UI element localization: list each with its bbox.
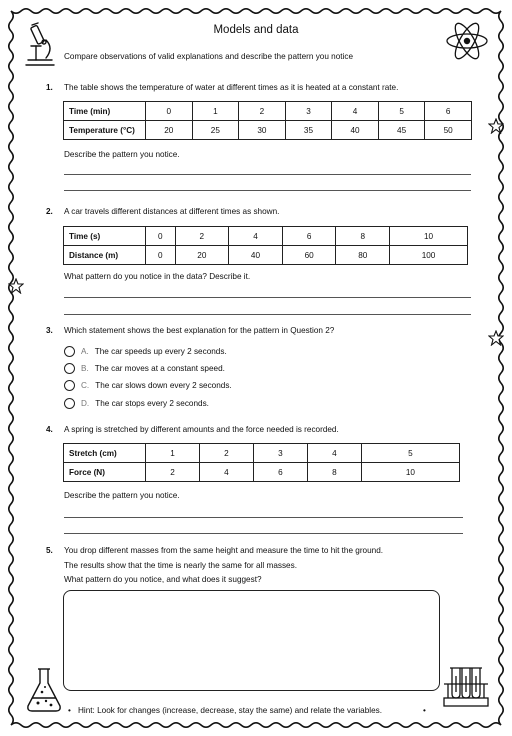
question-text: What pattern do you notice, and what does it suggest? bbox=[64, 575, 262, 584]
option-text: The car stops every 2 seconds. bbox=[95, 398, 209, 408]
hint-text: Hint: Look for changes (increase, decrease, stay the same) and relate the variables. bbox=[78, 706, 383, 715]
table-cell: 2 bbox=[146, 463, 200, 482]
table-cell: 30 bbox=[239, 121, 286, 140]
test-tubes-icon bbox=[442, 664, 490, 710]
star-icon bbox=[488, 330, 504, 346]
option-a[interactable] bbox=[64, 344, 227, 358]
table-header-cell: Time (min) bbox=[64, 102, 146, 121]
table-cell: 6 bbox=[253, 463, 307, 482]
answer-line[interactable] bbox=[64, 174, 471, 175]
table-cell: 20 bbox=[146, 121, 193, 140]
answer-line[interactable] bbox=[64, 517, 463, 518]
distance-table bbox=[63, 226, 468, 265]
table-cell: 45 bbox=[378, 121, 425, 140]
table-cell: 1 bbox=[192, 102, 239, 121]
table-cell: 80 bbox=[336, 246, 390, 265]
option-letter: B. bbox=[81, 363, 89, 373]
table-cell: 2 bbox=[239, 102, 286, 121]
table-cell: 6 bbox=[425, 102, 472, 121]
table-header-cell: Temperature (°C) bbox=[64, 121, 146, 140]
option-b[interactable] bbox=[64, 361, 225, 375]
table-header-cell: Force (N) bbox=[64, 463, 146, 482]
table-cell: 4 bbox=[332, 102, 379, 121]
question-text: Which statement shows the best explanation for the pattern in Question 2? bbox=[64, 326, 335, 335]
question-number: 1. bbox=[46, 83, 53, 92]
table-cell: 10 bbox=[390, 227, 468, 246]
table-cell: 2 bbox=[199, 444, 253, 463]
question-text: You drop different masses from the same height and measure the time to hit the ground. bbox=[64, 546, 384, 555]
option-letter: A. bbox=[81, 346, 89, 356]
radio-circle[interactable] bbox=[64, 398, 75, 409]
answer-line[interactable] bbox=[64, 314, 471, 315]
question-prompt: Describe the pattern you notice. bbox=[64, 150, 180, 159]
table-cell: 5 bbox=[361, 444, 459, 463]
option-text: The car slows down every 2 seconds. bbox=[95, 380, 232, 390]
table-cell: 20 bbox=[175, 246, 229, 265]
table-cell: 40 bbox=[332, 121, 379, 140]
option-letter: D. bbox=[81, 398, 90, 408]
question-text: The table shows the temperature of water at different times as it is heated at a constant rate. bbox=[64, 83, 399, 92]
table-cell: 5 bbox=[378, 102, 425, 121]
question-number: 2. bbox=[46, 207, 53, 216]
question-prompt: Describe the pattern you notice. bbox=[64, 491, 180, 500]
table-cell: 10 bbox=[361, 463, 459, 482]
table-cell: 40 bbox=[229, 246, 283, 265]
table-cell: 4 bbox=[199, 463, 253, 482]
answer-line[interactable] bbox=[64, 533, 463, 534]
question-number: 4. bbox=[46, 425, 53, 434]
page-title: Models and data bbox=[213, 24, 299, 36]
question-number: 3. bbox=[46, 326, 53, 335]
table-header-cell: Stretch (cm) bbox=[64, 444, 146, 463]
table-cell: 2 bbox=[175, 227, 229, 246]
table-cell: 8 bbox=[336, 227, 390, 246]
table-cell: 25 bbox=[192, 121, 239, 140]
table-row bbox=[64, 121, 472, 140]
table-row bbox=[64, 102, 472, 121]
answer-box[interactable] bbox=[63, 590, 440, 691]
answer-line[interactable] bbox=[64, 190, 471, 191]
page-subtitle: Compare observations of valid explanations and describe the pattern you notice bbox=[64, 52, 354, 61]
option-letter: C. bbox=[81, 380, 90, 390]
table-cell: 4 bbox=[229, 227, 283, 246]
answer-line[interactable] bbox=[64, 297, 471, 298]
table-cell: 1 bbox=[146, 444, 200, 463]
star-icon bbox=[8, 278, 24, 294]
question-text: The results show that the time is nearly the same for all masses. bbox=[64, 561, 297, 570]
table-cell: 100 bbox=[390, 246, 468, 265]
option-c[interactable] bbox=[64, 378, 232, 392]
temperature-table bbox=[63, 101, 472, 140]
radio-circle[interactable] bbox=[64, 346, 75, 357]
hint-bullet: • bbox=[68, 706, 71, 715]
table-row bbox=[64, 444, 460, 463]
question-number: 5. bbox=[46, 546, 53, 555]
table-cell: 6 bbox=[282, 227, 336, 246]
table-cell: 0 bbox=[146, 227, 176, 246]
flask-icon bbox=[24, 666, 64, 714]
table-row bbox=[64, 246, 468, 265]
option-d[interactable] bbox=[64, 396, 209, 410]
spring-table bbox=[63, 443, 460, 482]
radio-circle[interactable] bbox=[64, 380, 75, 391]
table-cell: 4 bbox=[307, 444, 361, 463]
table-cell: 0 bbox=[146, 246, 176, 265]
table-cell: 50 bbox=[425, 121, 472, 140]
radio-circle[interactable] bbox=[64, 363, 75, 374]
table-row bbox=[64, 463, 460, 482]
table-cell: 35 bbox=[285, 121, 332, 140]
question-text: A car travels different distances at different times as shown. bbox=[64, 207, 280, 216]
table-cell: 0 bbox=[146, 102, 193, 121]
table-row bbox=[64, 227, 468, 246]
question-text: A spring is stretched by different amounts and the force needed is recorded. bbox=[64, 425, 339, 434]
star-icon bbox=[488, 118, 504, 134]
option-text: The car moves at a constant speed. bbox=[94, 363, 225, 373]
table-cell: 60 bbox=[282, 246, 336, 265]
hint-bullet: • bbox=[423, 706, 426, 715]
table-cell: 8 bbox=[307, 463, 361, 482]
option-text: The car speeds up every 2 seconds. bbox=[94, 346, 227, 356]
table-header-cell: Distance (m) bbox=[64, 246, 146, 265]
table-cell: 3 bbox=[253, 444, 307, 463]
table-cell: 3 bbox=[285, 102, 332, 121]
table-header-cell: Time (s) bbox=[64, 227, 146, 246]
question-prompt: What pattern do you notice in the data? Describe it. bbox=[64, 272, 251, 281]
